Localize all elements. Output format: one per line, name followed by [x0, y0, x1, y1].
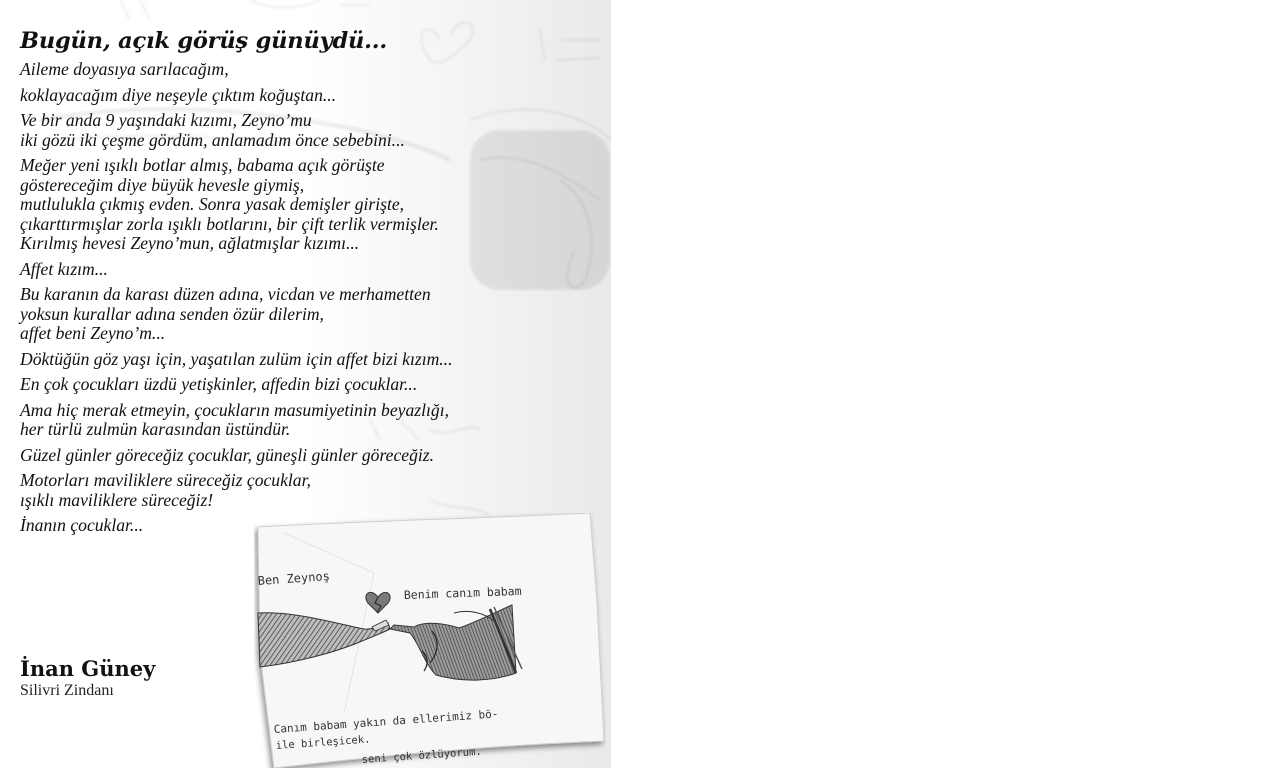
- poem: [20, 28, 520, 542]
- poster-page: [0, 0, 611, 768]
- stanza: [20, 446, 520, 466]
- author-place: Silivri Zindanı: [20, 682, 114, 699]
- stanza: [20, 285, 520, 344]
- poem-line: Motorları maviliklere süreceğiz çocuklar,: [20, 470, 311, 490]
- stanza: [20, 60, 520, 80]
- poem-line: En çok çocukları üzdü yetişkinler, affedin bizi çocuklar...: [20, 374, 418, 394]
- author-name: İnan Güney: [20, 656, 156, 681]
- poem-line: Aileme doyasıya sarılacağım,: [20, 59, 229, 79]
- poem-line: mutlulukla çıkmış evden. Sonra yasak demişler girişte,: [20, 194, 405, 214]
- poem-line: affet beni Zeyno’m...: [20, 323, 166, 343]
- stanza: [20, 86, 520, 106]
- author-signature: [20, 656, 155, 700]
- poem-line: ışıklı maviliklere süreceğiz!: [20, 489, 214, 510]
- drawing-message-line-3: seni çok özlüyorum.: [361, 745, 483, 766]
- stanza: [20, 401, 520, 440]
- child-drawing: [254, 513, 606, 768]
- poem-line: her türlü zulmün karasından üstündür.: [20, 419, 291, 439]
- stanza: [20, 260, 520, 280]
- drawing-message-line-2: ile birleşicek.: [275, 733, 371, 752]
- poem-line: yoksun kurallar adına senden özür dilerim,: [20, 303, 324, 324]
- drawing-caption-left: Ben Zeynoş: [257, 568, 331, 588]
- poem-line: Meğer yeni ışıklı botlar almış, babama açık görüşte: [20, 155, 385, 175]
- poem-line: Kırılmış hevesi Zeyno’mun, ağlatmışlar kızımı...: [20, 233, 360, 253]
- poem-line: iki gözü iki çeşme gördüm, anlamadım önce sebebini...: [20, 129, 405, 150]
- stanza: [20, 375, 520, 395]
- poem-line: çıkarttırmışlar zorla ışıklı botlarını, bir çift terlik vermişler.: [20, 213, 439, 234]
- poem-line: Bu karanın da karası düzen adına, vicdan ve merhametten: [20, 284, 431, 304]
- drawing-message-line-1: Canım babam yakın da ellerimiz bö-: [273, 707, 499, 736]
- stanza: [20, 350, 520, 370]
- drawing-caption-right: Benim canım babam: [403, 583, 522, 602]
- poem-line: Ve bir anda 9 yaşındaki kızımı, Zeyno’mu: [20, 110, 312, 130]
- poem-line: Affet kızım...: [20, 258, 108, 279]
- stanza: [20, 471, 520, 510]
- poem-line: koklayacağım diye neşeyle çıktım koğuştan...: [20, 84, 337, 105]
- poem-line: İnanın çocuklar...: [20, 515, 144, 535]
- poem-title: Bugün, açık görüş günüydü...: [20, 28, 388, 54]
- poem-line: göstereceğim diye büyük hevesle giymiş,: [20, 174, 305, 195]
- poem-line: Döktüğün göz yaşı için, yaşatılan zulüm için affet bizi kızım...: [20, 348, 453, 369]
- poem-line: Ama hiç merak etmeyin, çocukların masumiyetinin beyazlığı,: [20, 399, 449, 420]
- stanza: [20, 111, 520, 150]
- stanza: [20, 156, 520, 254]
- poem-line: Güzel günler göreceğiz çocuklar, güneşli günler göreceğiz.: [20, 444, 435, 465]
